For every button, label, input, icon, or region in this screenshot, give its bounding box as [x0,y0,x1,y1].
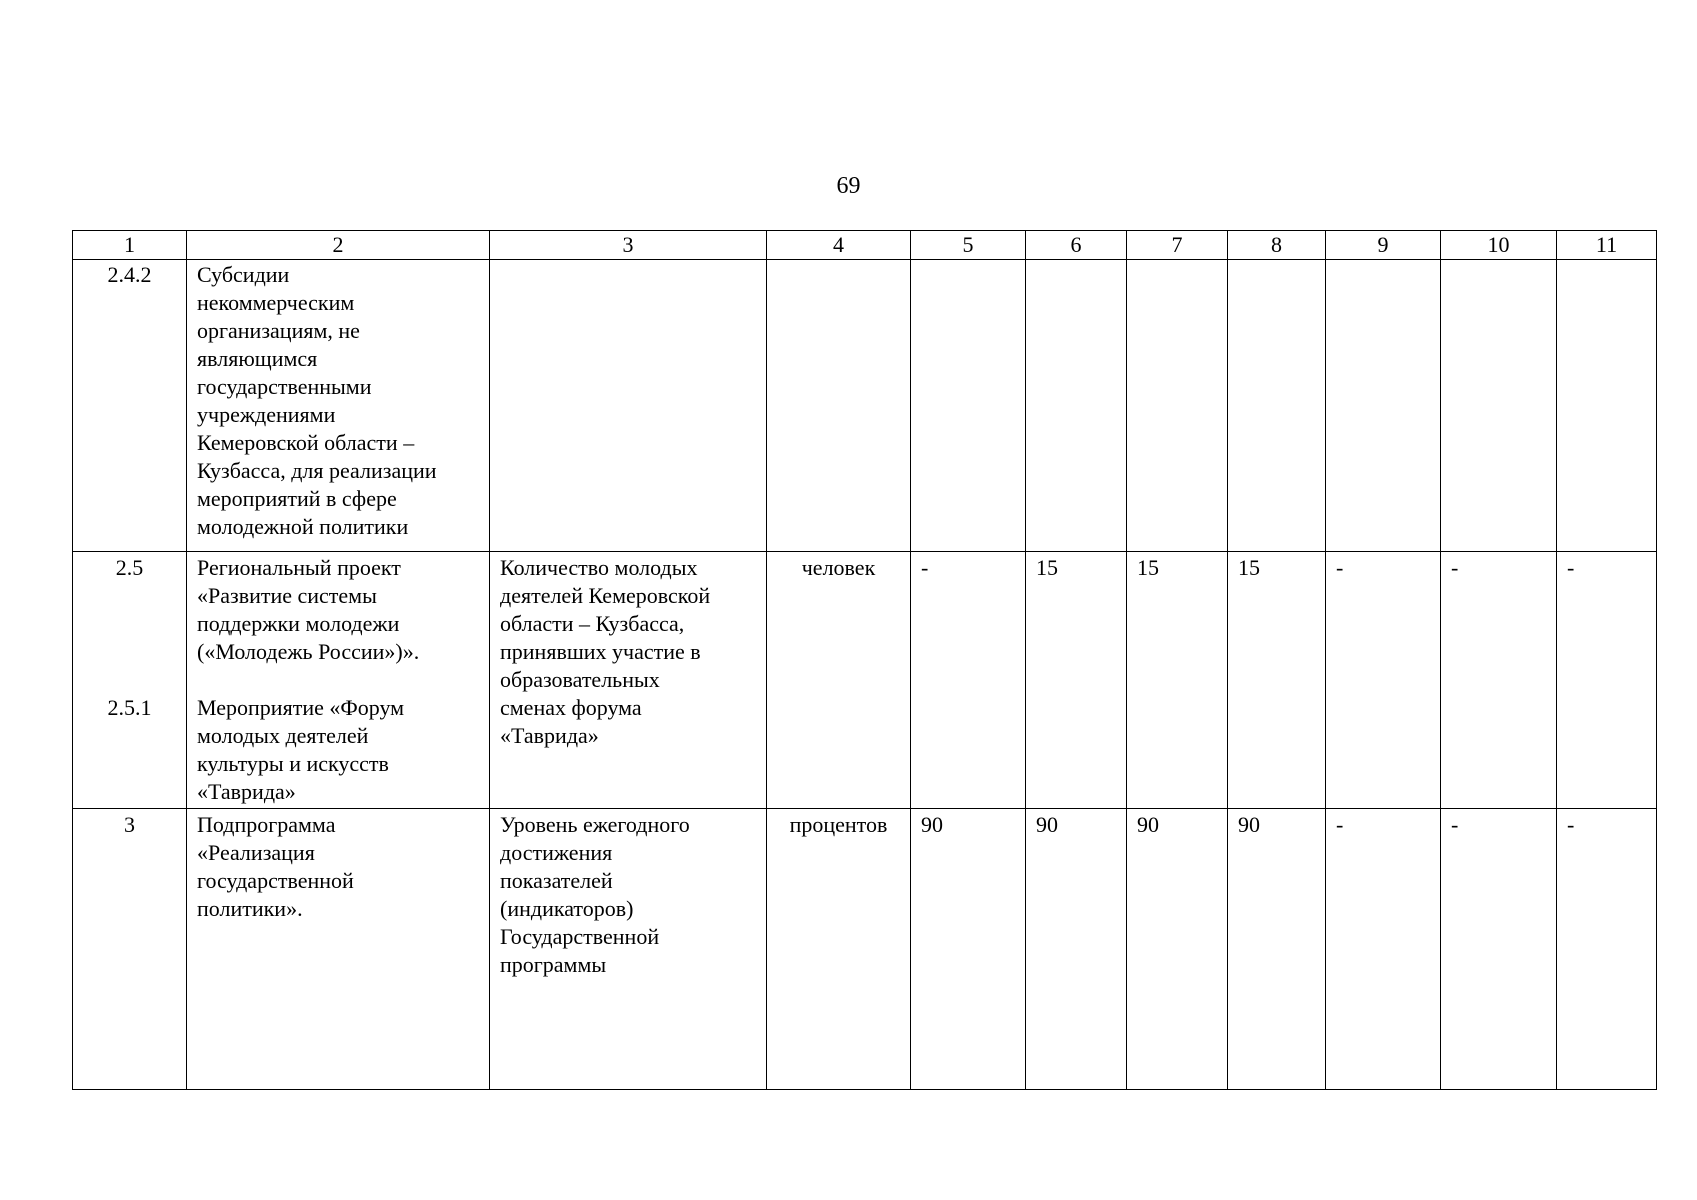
row-unit [767,260,911,552]
header-cell: 7 [1127,231,1228,260]
row-value: - [1326,552,1441,809]
row-number: 3 [73,809,187,1090]
row-unit: человек [767,552,911,809]
indicators-table [72,230,1657,1090]
row-indicator: Уровень ежегодного достижения показателей (индикаторов) Государственной программы [490,809,767,1090]
row-value: 90 [1127,809,1228,1090]
row-value: 90 [1228,809,1326,1090]
row-value: - [1441,552,1557,809]
row-number [73,552,187,809]
row-value: 15 [1127,552,1228,809]
row-value: - [1557,809,1657,1090]
row-value: 90 [1026,809,1127,1090]
header-cell: 3 [490,231,767,260]
header-cell: 2 [187,231,490,260]
row-name [187,552,490,809]
row-name: Субсидии некоммерческим организациям, не являющимся государственными учреждениями Кемеровской области – Кузбасса, для реализации мероприятий в сфере молодежной политики [187,260,490,552]
row-value [911,260,1026,552]
row-value: 15 [1228,552,1326,809]
row-name-secondary: Мероприятие «Форум молодых деятелей культуры и искусств «Таврида» [197,695,405,804]
table-row [73,552,1657,809]
row-name: Подпрограмма «Реализация государственной политики». [187,809,490,1090]
row-value: - [911,552,1026,809]
table-row [73,809,1657,1090]
row-name-primary: Региональный проект «Развитие системы поддержки молодежи («Молодежь России»)». [197,555,420,664]
header-cell: 6 [1026,231,1127,260]
header-cell: 10 [1441,231,1557,260]
row-value [1326,260,1441,552]
row-indicator [490,260,767,552]
table-row [73,260,1657,552]
header-cell: 11 [1557,231,1657,260]
row-number-primary: 2.5 [115,555,144,580]
row-value: - [1441,809,1557,1090]
header-cell: 9 [1326,231,1441,260]
row-value [1228,260,1326,552]
row-value [1441,260,1557,552]
row-value [1127,260,1228,552]
row-unit: процентов [767,809,911,1090]
row-value [1026,260,1127,552]
row-value: 90 [911,809,1026,1090]
row-value: - [1326,809,1441,1090]
table-header-row [73,231,1657,260]
header-cell: 8 [1228,231,1326,260]
page-number: 69 [836,173,861,199]
row-indicator: Количество молодых деятелей Кемеровской области – Кузбасса, принявших участие в образовательных сменах форума «Таврида» [490,552,767,809]
header-cell: 1 [73,231,187,260]
row-value: 15 [1026,552,1127,809]
header-cell: 5 [911,231,1026,260]
row-value: - [1557,552,1657,809]
row-value [1557,260,1657,552]
header-cell: 4 [767,231,911,260]
row-number-secondary: 2.5.1 [107,695,152,720]
row-number: 2.4.2 [73,260,187,552]
